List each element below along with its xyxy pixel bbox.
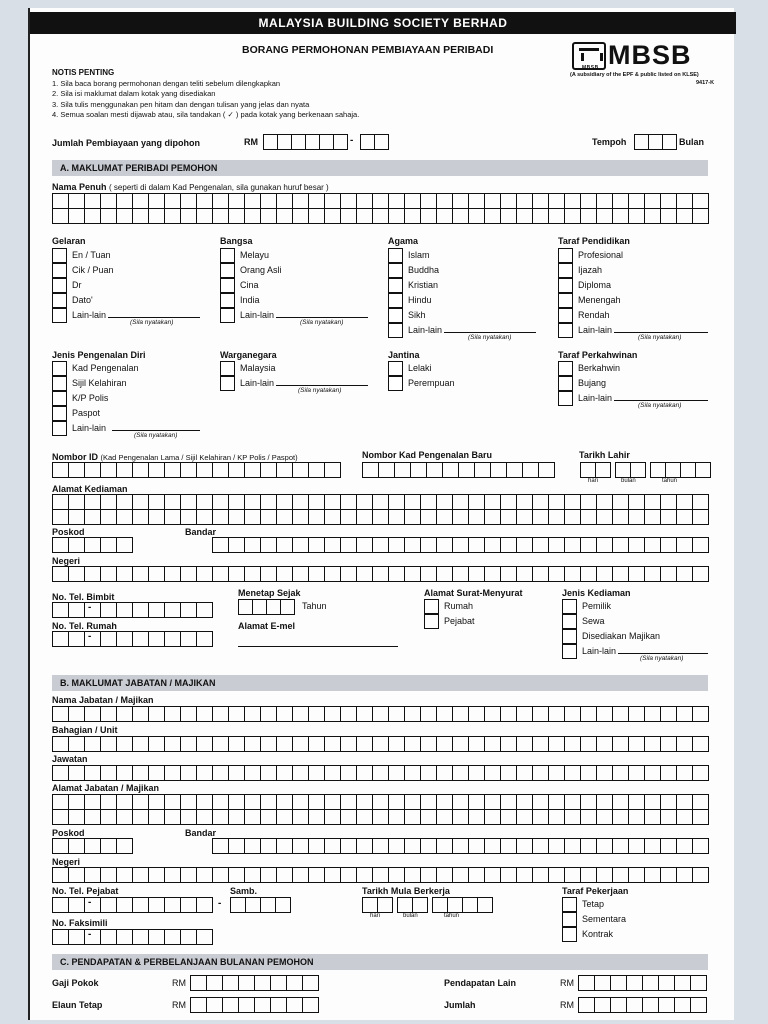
full-name-row2[interactable]	[52, 208, 709, 224]
tenure-unit: Bulan	[679, 137, 705, 147]
specify-hint: (Sila nyatakan)	[300, 319, 344, 326]
race-option: Orang Asli	[240, 265, 282, 275]
phone-separator: -	[88, 631, 92, 642]
citizenship-malaysia-checkbox[interactable]	[220, 361, 235, 376]
home-postcode-input[interactable]	[52, 537, 133, 553]
home-address-label: Alamat Kediaman	[52, 484, 128, 494]
education-option: Ijazah	[578, 265, 603, 275]
phone-separator: -	[88, 929, 92, 940]
resident-since-label: Menetap Sejak	[238, 588, 301, 598]
education-ijazah-checkbox[interactable]	[558, 263, 573, 278]
religion-option: Buddha	[408, 265, 440, 275]
marital-option: Lain-lain	[578, 393, 613, 403]
id-type-label: Jenis Pengenalan Diri	[52, 350, 146, 360]
race-india-checkbox[interactable]	[220, 293, 235, 308]
education-option: Rendah	[578, 310, 610, 320]
title-option: Dato'	[72, 295, 93, 305]
fixed-allowance-label: Elaun Tetap	[52, 1000, 103, 1010]
fax-input[interactable]	[52, 929, 213, 945]
mailing-address-label: Alamat Surat-Menyurat	[424, 588, 523, 598]
section-b-header: B. MAKLUMAT JABATAN / MAJIKAN	[52, 675, 708, 691]
citizenship-option: Malaysia	[240, 363, 276, 373]
dob-month-input[interactable]	[615, 462, 646, 478]
form-header-bar: MALAYSIA BUILDING SOCIETY BERHAD	[30, 12, 736, 34]
residence-other-line[interactable]	[618, 653, 708, 654]
date-part-label: hari	[370, 913, 381, 919]
id-type-police-checkbox[interactable]	[52, 391, 67, 406]
title-other-checkbox[interactable]	[52, 308, 67, 323]
title-option: Lain-lain	[72, 310, 107, 320]
education-profesional-checkbox[interactable]	[558, 248, 573, 263]
title-option: Cik / Puan	[72, 265, 114, 275]
race-orang-asli-checkbox[interactable]	[220, 263, 235, 278]
employer-postcode-label: Poskod	[52, 828, 85, 838]
employer-address-row2[interactable]	[52, 809, 709, 825]
title-other-line[interactable]	[108, 317, 200, 318]
marital-option: Bujang	[578, 378, 607, 388]
employer-label: Nama Jabatan / Majikan	[52, 695, 154, 705]
education-option: Menengah	[578, 295, 621, 305]
race-other-checkbox[interactable]	[220, 308, 235, 323]
state-label: Negeri	[52, 556, 81, 566]
basic-salary-input[interactable]	[190, 975, 319, 991]
education-rendah-checkbox[interactable]	[558, 308, 573, 323]
religion-option: Sikh	[408, 310, 426, 320]
new-ic-input[interactable]	[362, 462, 555, 478]
employer-state-input[interactable]	[52, 867, 709, 883]
office-phone-label: No. Tel. Pejabat	[52, 886, 119, 896]
gender-option: Lelaki	[408, 363, 432, 373]
full-name-row1[interactable]	[52, 193, 709, 209]
education-diploma-checkbox[interactable]	[558, 278, 573, 293]
education-group-label: Taraf Pendidikan	[558, 236, 630, 246]
phone-separator: -	[88, 897, 92, 908]
extension-separator: -	[218, 898, 222, 909]
marital-other-line[interactable]	[614, 400, 708, 401]
home-address-row1[interactable]	[52, 494, 709, 510]
start-year-input[interactable]	[432, 897, 493, 913]
religion-buddha-checkbox[interactable]	[388, 263, 403, 278]
gender-label: Jantina	[388, 350, 420, 360]
religion-islam-checkbox[interactable]	[388, 248, 403, 263]
specify-hint: (Sila nyatakan)	[638, 402, 682, 409]
education-other-checkbox[interactable]	[558, 323, 573, 338]
title-cik-puan-checkbox[interactable]	[52, 263, 67, 278]
employer-city-label: Bandar	[185, 828, 217, 838]
currency-label: RM	[172, 1000, 186, 1010]
currency-label: RM	[172, 978, 186, 988]
specify-hint: (Sila nyatakan)	[640, 655, 684, 662]
marital-married-checkbox[interactable]	[558, 361, 573, 376]
city-label: Bandar	[185, 527, 217, 537]
id-type-passport-checkbox[interactable]	[52, 406, 67, 421]
title-dato-checkbox[interactable]	[52, 293, 67, 308]
employer-state-label: Negeri	[52, 857, 81, 867]
education-menengah-checkbox[interactable]	[558, 293, 573, 308]
extension-label: Samb.	[230, 886, 258, 896]
residence-option: Lain-lain	[582, 646, 617, 656]
race-option: Lain-lain	[240, 310, 275, 320]
title-en-tuan-checkbox[interactable]	[52, 248, 67, 263]
dob-year-input[interactable]	[650, 462, 711, 478]
amount-cents-input[interactable]	[360, 134, 389, 150]
fax-label: No. Faksimili	[52, 918, 108, 928]
employer-postcode-input[interactable]	[52, 838, 133, 854]
employment-contract-checkbox[interactable]	[562, 927, 577, 942]
citizenship-other-line[interactable]	[276, 385, 368, 386]
gender-option: Perempuan	[408, 378, 455, 388]
race-option: India	[240, 295, 260, 305]
education-option: Lain-lain	[578, 325, 613, 335]
important-notice: NOTIS PENTING 1. Sila baca borang permohonan dengan teliti sebelum dilengkapkan 2. Sila isi maklumat dalam kotak yang disediakan 3. Sila tulis menggunakan pen hitam dan dengan tulisan yang jelas dan nyata 4. Semua soalan mesti dijawab atau, sila tandakan ( ✓ ) pada kotak yang berkenaan sahaja.	[52, 68, 360, 120]
tenure-input[interactable]	[634, 134, 677, 150]
title-group-label: Gelaran	[52, 236, 86, 246]
religion-kristian-checkbox[interactable]	[388, 278, 403, 293]
religion-sikh-checkbox[interactable]	[388, 308, 403, 323]
id-type-option: Lain-lain	[72, 423, 107, 433]
employment-option: Kontrak	[582, 929, 614, 939]
id-type-option: Kad Pengenalan	[72, 363, 139, 373]
home-phone-label: No. Tel. Rumah	[52, 621, 117, 631]
department-label: Bahagian / Unit	[52, 725, 118, 735]
postcode-label: Poskod	[52, 527, 85, 537]
mailing-option: Pejabat	[444, 616, 475, 626]
residence-employer-checkbox[interactable]	[562, 629, 577, 644]
id-type-option: Sijil Kelahiran	[72, 378, 127, 388]
amount-input[interactable]	[263, 134, 348, 150]
title-option: Dr	[72, 280, 82, 290]
employer-input[interactable]	[52, 706, 709, 722]
residence-option: Pemilik	[582, 601, 612, 611]
fixed-allowance-input[interactable]	[190, 997, 319, 1013]
mbsb-logo: MBSB MBSB (A subsidiary of the EPF & public listed on KLSE) 9417-K	[570, 40, 715, 86]
education-other-line[interactable]	[614, 332, 708, 333]
home-address-row2[interactable]	[52, 509, 709, 525]
specify-hint: (Sila nyatakan)	[468, 334, 512, 341]
race-cina-checkbox[interactable]	[220, 278, 235, 293]
religion-option: Hindu	[408, 295, 432, 305]
marital-label: Taraf Perkahwinan	[558, 350, 638, 360]
employment-option: Tetap	[582, 899, 605, 909]
dob-label: Tarikh Lahir	[579, 450, 630, 460]
mailing-office-checkbox[interactable]	[424, 614, 439, 629]
race-melayu-checkbox[interactable]	[220, 248, 235, 263]
employment-temporary-checkbox[interactable]	[562, 912, 577, 927]
id-type-other-checkbox[interactable]	[52, 421, 67, 436]
tenure-label: Tempoh	[592, 137, 627, 147]
race-group-label: Bangsa	[220, 236, 253, 246]
citizenship-label: Warganegara	[220, 350, 277, 360]
title-option: En / Tuan	[72, 250, 111, 260]
section-c-header: C. PENDAPATAN & PERBELANJAAN BULANAN PEMOHON	[52, 954, 708, 970]
home-city-input[interactable]	[212, 537, 709, 553]
specify-hint: (Sila nyatakan)	[638, 334, 682, 341]
id-number-input[interactable]	[52, 462, 341, 478]
specify-hint: (Sila nyatakan)	[134, 432, 178, 439]
department-input[interactable]	[52, 736, 709, 752]
phone-separator: -	[88, 602, 92, 613]
title-dr-checkbox[interactable]	[52, 278, 67, 293]
other-income-label: Pendapatan Lain	[444, 978, 517, 988]
office-phone-input[interactable]	[52, 897, 213, 913]
citizenship-other-checkbox[interactable]	[220, 376, 235, 391]
employment-option: Sementara	[582, 914, 627, 924]
marital-option: Berkahwin	[578, 363, 621, 373]
religion-hindu-checkbox[interactable]	[388, 293, 403, 308]
building-icon: MBSB	[572, 42, 606, 70]
employment-status-label: Taraf Pekerjaan	[562, 886, 629, 896]
date-part-label: tahun	[662, 478, 678, 484]
application-form	[28, 8, 734, 1020]
race-other-line[interactable]	[276, 317, 368, 318]
position-label: Jawatan	[52, 754, 88, 764]
date-part-label: bulan	[403, 913, 418, 919]
currency-label: RM	[560, 978, 574, 988]
education-option: Profesional	[578, 250, 624, 260]
religion-other-line[interactable]	[444, 332, 536, 333]
id-number-label-row: Nombor ID (Kad Pengenalan Lama / Sijil Kelahiran / KP Polis / Paspot)	[52, 452, 298, 462]
residence-rent-checkbox[interactable]	[562, 614, 577, 629]
start-day-input[interactable]	[362, 897, 393, 913]
citizenship-option: Lain-lain	[240, 378, 275, 388]
marital-single-checkbox[interactable]	[558, 376, 573, 391]
religion-other-checkbox[interactable]	[388, 323, 403, 338]
date-part-label: hari	[588, 478, 599, 484]
religion-option: Kristian	[408, 280, 439, 290]
form-title: BORANG PERMOHONAN PEMBIAYAAN PERIBADI	[242, 44, 494, 56]
marital-other-checkbox[interactable]	[558, 391, 573, 406]
amount-label: Jumlah Pembiayaan yang dipohon	[52, 138, 201, 148]
extension-input[interactable]	[230, 897, 291, 913]
date-part-label: tahun	[444, 913, 460, 919]
residence-option: Sewa	[582, 616, 605, 626]
other-income-input[interactable]	[578, 975, 707, 991]
mailing-option: Rumah	[444, 601, 474, 611]
email-label: Alamat E-mel	[238, 621, 296, 631]
race-option: Melayu	[240, 250, 270, 260]
residence-type-label: Jenis Kediaman	[562, 588, 631, 598]
mobile-label: No. Tel. Bimbit	[52, 592, 115, 602]
specify-hint: (Sila nyatakan)	[298, 387, 342, 394]
residence-option: Disediakan Majikan	[582, 631, 661, 641]
dob-day-input[interactable]	[580, 462, 611, 478]
id-type-ic-checkbox[interactable]	[52, 361, 67, 376]
start-date-label: Tarikh Mula Berkerja	[362, 886, 450, 896]
resident-since-unit: Tahun	[302, 601, 327, 611]
employer-address-label: Alamat Jabatan / Majikan	[52, 783, 160, 793]
new-ic-label: Nombor Kad Pengenalan Baru	[362, 450, 493, 460]
gender-female-checkbox[interactable]	[388, 376, 403, 391]
position-input[interactable]	[52, 765, 709, 781]
total-label: Jumlah	[444, 1000, 476, 1010]
residence-owner-checkbox[interactable]	[562, 599, 577, 614]
religion-group-label: Agama	[388, 236, 419, 246]
race-option: Cina	[240, 280, 259, 290]
date-part-label: bulan	[621, 478, 636, 484]
currency-label: RM	[560, 1000, 574, 1010]
id-type-birth-cert-checkbox[interactable]	[52, 376, 67, 391]
employer-address-row1[interactable]	[52, 794, 709, 810]
id-type-option: Paspot	[72, 408, 101, 418]
id-type-option: K/P Polis	[72, 393, 109, 403]
amount-currency: RM	[244, 137, 258, 147]
email-input[interactable]	[238, 646, 398, 647]
full-name-label-row: Nama Penuh ( seperti di dalam Kad Pengenalan, sila gunakan huruf besar )	[52, 182, 329, 192]
total-input[interactable]	[578, 997, 707, 1013]
home-phone-input[interactable]	[52, 631, 213, 647]
section-a-header: A. MAKLUMAT PERIBADI PEMOHON	[52, 160, 708, 176]
id-type-other-line[interactable]	[112, 430, 200, 431]
residence-other-checkbox[interactable]	[562, 644, 577, 659]
resident-since-input[interactable]	[238, 599, 295, 615]
amount-separator: -	[350, 135, 354, 146]
specify-hint: (Sila nyatakan)	[130, 319, 174, 326]
employer-city-input[interactable]	[212, 838, 709, 854]
home-state-input[interactable]	[52, 566, 709, 582]
gender-male-checkbox[interactable]	[388, 361, 403, 376]
education-option: Diploma	[578, 280, 612, 290]
mobile-input[interactable]	[52, 602, 213, 618]
mailing-home-checkbox[interactable]	[424, 599, 439, 614]
religion-option: Islam	[408, 250, 430, 260]
employment-permanent-checkbox[interactable]	[562, 897, 577, 912]
religion-option: Lain-lain	[408, 325, 443, 335]
basic-salary-label: Gaji Pokok	[52, 978, 99, 988]
start-month-input[interactable]	[397, 897, 428, 913]
